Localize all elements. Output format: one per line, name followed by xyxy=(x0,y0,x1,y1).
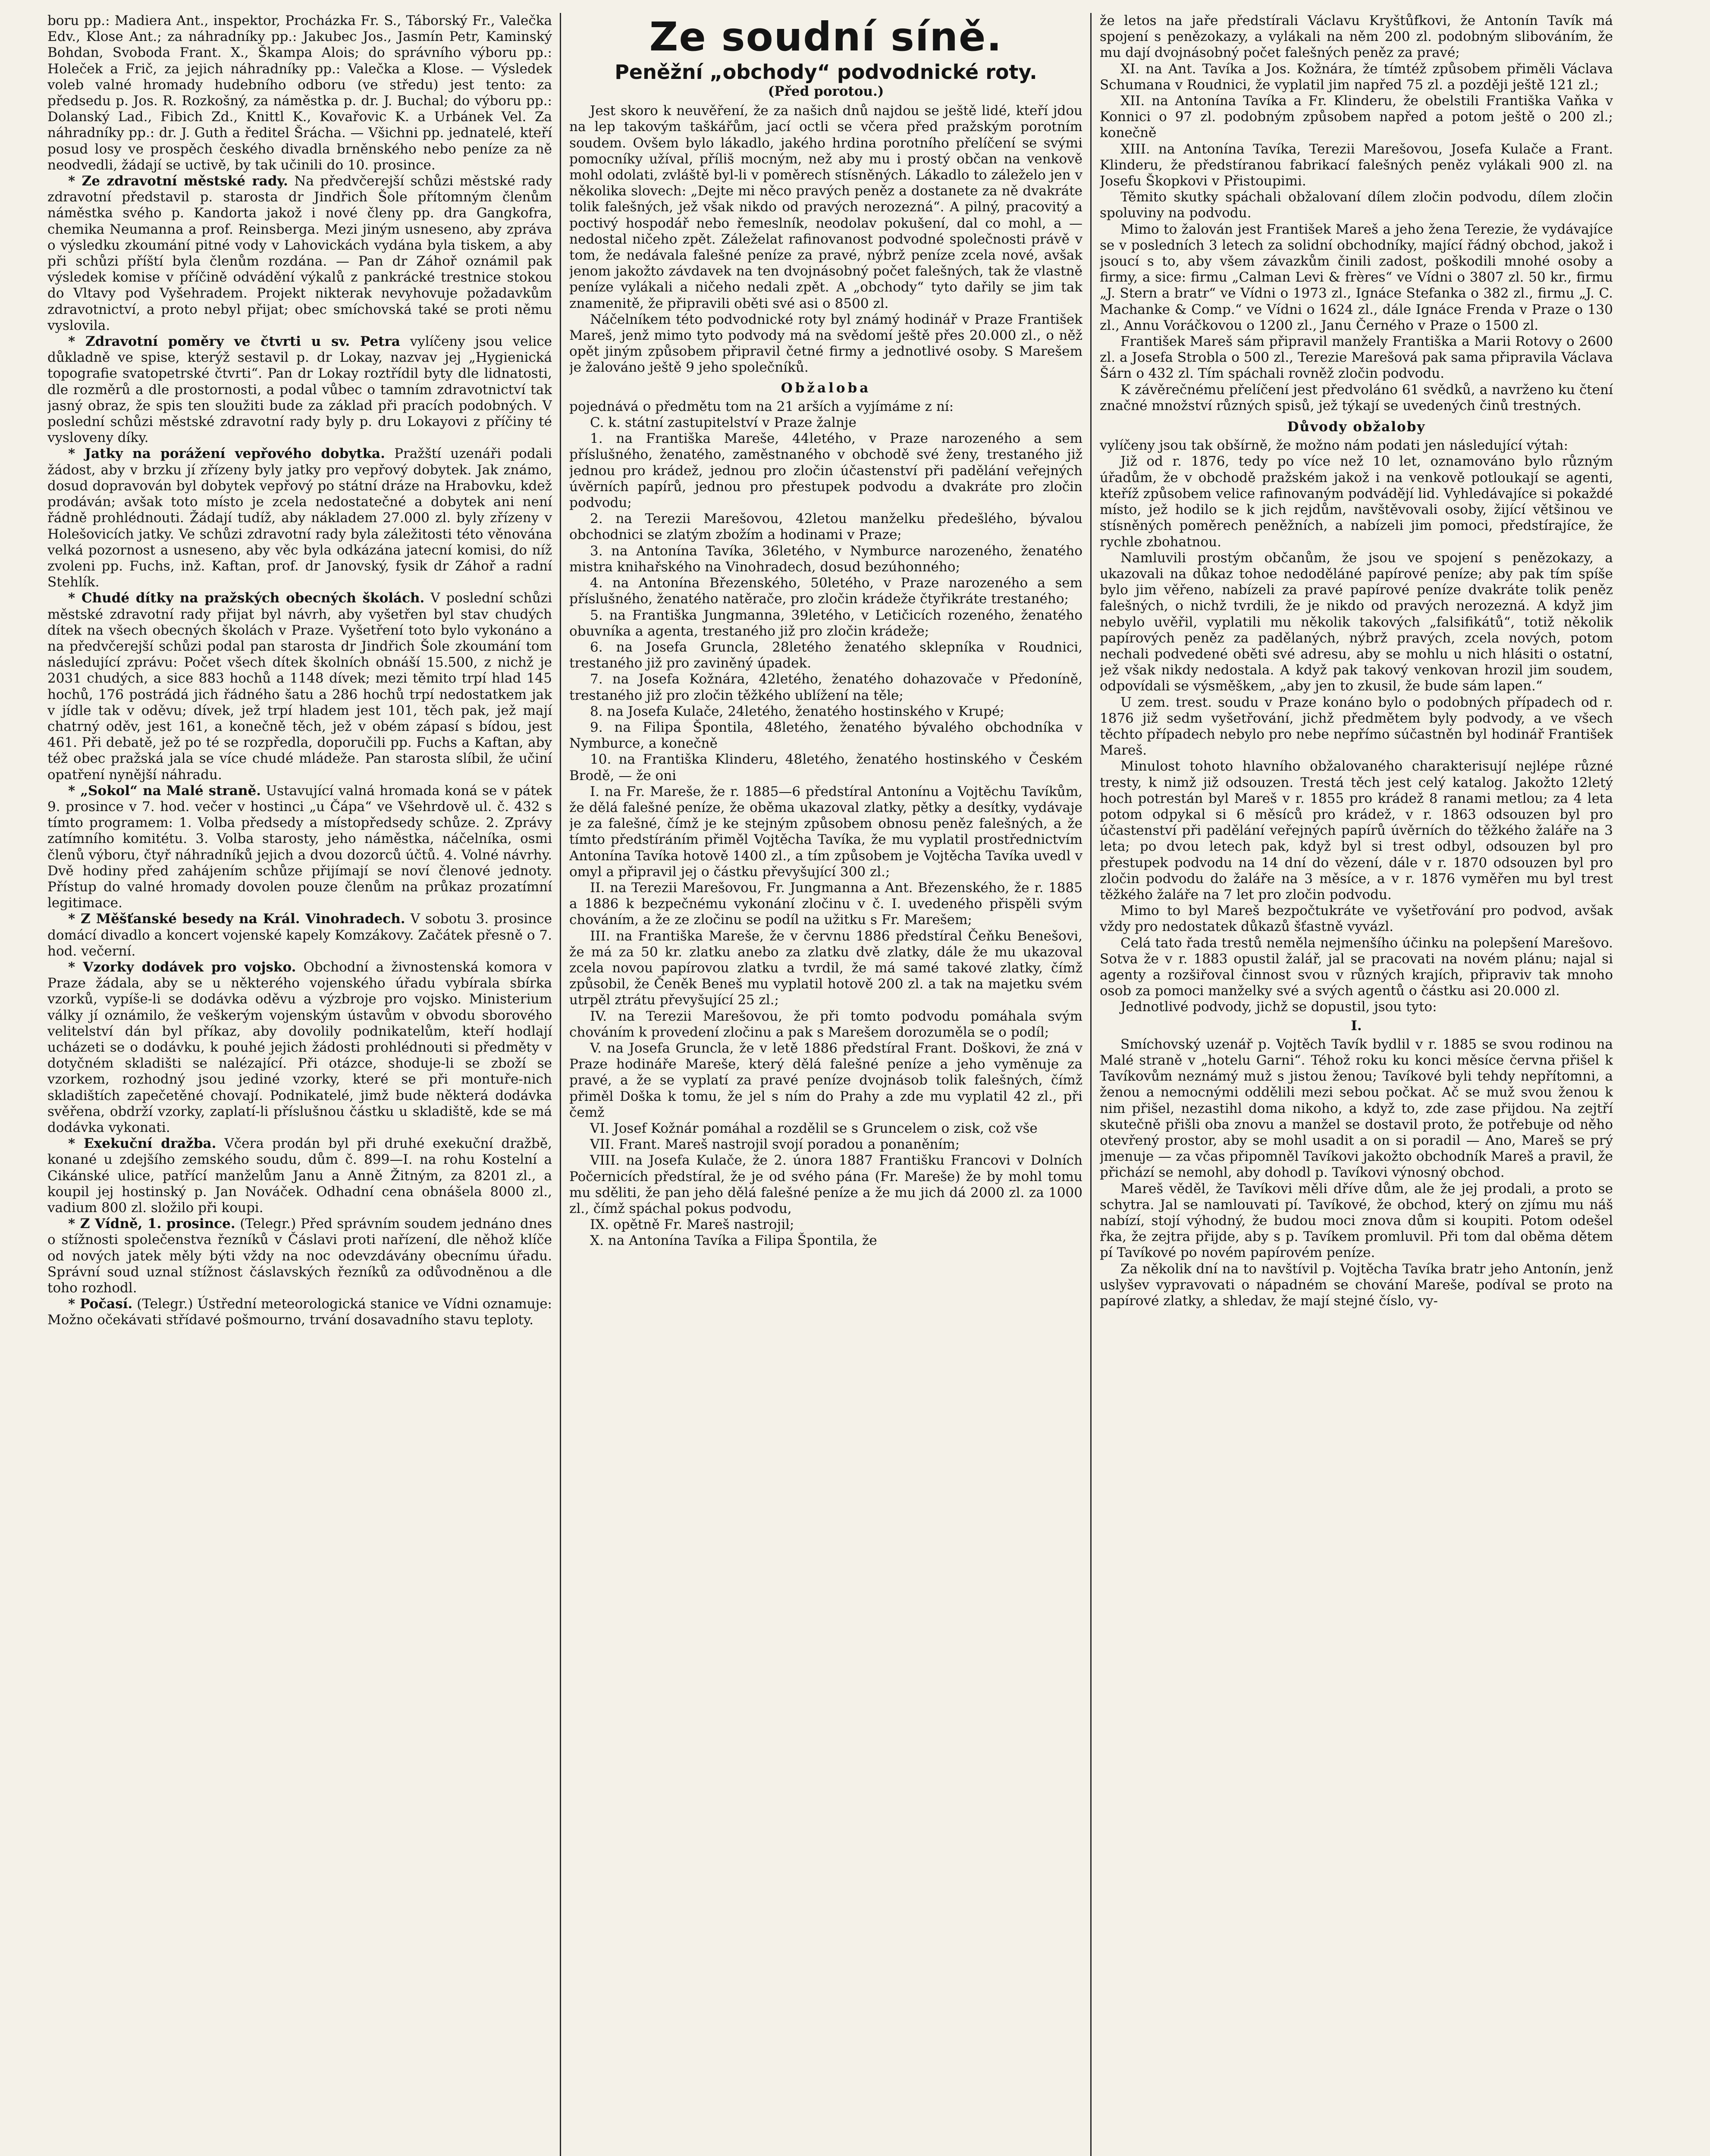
paragraph xyxy=(569,543,1082,575)
section-title: Ze soudní síně. xyxy=(649,14,1003,60)
paragraph xyxy=(569,511,1082,543)
paragraph xyxy=(47,1296,552,1328)
paragraph-text: V poslední schůzi městské zdravotní rady přijat byl návrh, aby vyšetřen byl stav chudých dítek na všech obecných školách v Praze. Vyšetření toto bylo vykonáno a na předvčerejší schůzi podal pan starosta dr Jindřich Šole zkoumání tom následující zprávu: Počet všech dítek školních obnáší 15.500, z nichž je 2031 chudých, a sice 883 hochů a 1148 dívek; mezi těmito trpí hlad 145 hochů, 176 postrádá jich řádného šatu a 286 hochů trpí nedostatkem jak v jídle tak v oděvu; dívek, jež trpí hladem jest 101, těch pak, jež mají chatrný oděv, jest 161, a konečně těch, jež v obém zápasí s bídou, jest 461. Při debatě, jež po té se rozpředla, doporučili pp. Fuchs a Kaftan, aby též obec pražská jala se více chudé mládeže. Pan starosta slíbil, že učiní opatření nynější náhradu. xyxy=(47,590,552,783)
paragraph xyxy=(569,1217,1082,1233)
indictment-text xyxy=(569,399,1082,1249)
paragraph-text: 5. na Františka Jungmanna, 39letého, v Letičicích rozeného, ženatého obuvníka a agenta, trestaného již pro zločin krádeže; xyxy=(569,607,1082,639)
news-item-heading: * Exekuční dražba. xyxy=(68,1136,216,1152)
paragraph-text: K závěrečnému přelíčení jest předvoláno 61 svědků, a navrženo ku čtení značné množství různých spisů, jež týkají se uvedených činů trestných. xyxy=(1100,382,1613,414)
paragraph-text: Smíchovský uzenář p. Vojtěch Tavík bydlil v r. 1885 se svou rodinou na Malé straně v „hotelu Garni“. Téhož roku ku konci měsíce června přišel k Tavíkovům neznámý muž s jistou ženou; Tavíkové byli tehdy nepřítomni, a ženou a nemocnými oddělili mezi sebou počkat. Ač se muž svou ženou k nim přišel, nezastihl doma nikoho, a když to, zde zase přijdou. Na zejtří skutečně přišli oba znovu a manžel se dostavil proto, že potřebuje od něho otevřený prostor, aby se mohl usadit a on si poradil — Ano, Mareš se prý jmenuje — za včas připomněl Tavíkovi jakožto obchodník Mareš a pravil, že přichází se nemohl, aby dohodl p. Tavíkovi výnosný obchod. xyxy=(1100,1036,1613,1181)
paragraph: Jest skoro k neuvěření, že za našich dnů najdou se ještě lidé, kteří jdou na lep takovým taškářům, jací octli se včera před pražským porotním soudem. Ovšem bylo lákadlo, jakého hrdina porotního přelíčení se svými pomocníky užíval, příliš mocným, než aby mu i prostý občan na venkově mohl odolati, zvláště byl-li v poměrech stísněných. Lákadlo to záleželo jen v několika slovech: „Dejte mi něco pravých peněz a dostanete za ně dvakráte tolik falešných, jež však nikdo od pravých nerozezná“. A pilný, pracovitý a poctivý hospodář nebo řemeslník, neodolav pokušení, dal co mohl, a — nedostal ničeho zpět. Záleželat rafinovanost podvodné společnosti právě v tom, že nedávala falešné peníze za pravé, nýbrž peníze zcela nové, avšak jenom jakožto závdavek na ten dvojnásobný počet falešných, tak že vlastně peníze vylákali a ničeho nedali zpět. A „obchody“ tyto dařily se jim tak znamenitě, že připravili oběti své asi o 8500 zl. xyxy=(569,103,1082,311)
paragraph xyxy=(569,928,1082,1009)
paragraph xyxy=(569,1153,1082,1217)
paragraph xyxy=(1100,222,1613,334)
paragraph xyxy=(47,173,552,334)
column-left-local-news xyxy=(47,13,552,2156)
paragraph xyxy=(1100,438,1613,454)
paragraph xyxy=(47,590,552,783)
paragraph-text: Celá tato řada trestů neměla nejmenšího účinku na polepšení Marešovo. Sotva že v r. 1883 opustil žalář, jal se pracovati na novém plánu; najal si agenty a rozšiřoval činnost svou v různých krajích, připraviv tak mnoho osob za pomoci manželky své a svých agentů o částku asi 20.000 zl. xyxy=(1100,935,1613,999)
paragraph-text: Na předvčerejší schůzi městské rady zdravotní představil p. starosta dr Jindřich Šole přítomným členům náměstka svého p. Kandorta jakož i nové členy pp. dra Gangkofra, chemika Neumanna a prof. Reinsberga. Mezi jiným usneseno, aby zpráva o výsledku zkoumání pitné vody v Lahovickách vydána byla tiskem, a aby při schůzi příští byla členům rozdána. — Pan dr Záhoř oznámil pak výsledek komise v příčině odvádění výkalů z pankrácké trestnice stokou do Vltavy pod Vyšehradem. Projekt nikterak nevyhovuje požadavkům zdravotnictví, a proto nebyl přijat; obec smíchovská také se proti němu vyslovila. xyxy=(47,173,552,333)
paragraph-text: boru pp.: Madiera Ant., inspektor, Procházka Fr. S., Táborský Fr., Valečka Edv., Klose Ant.; za náhradníky pp.: Jakubec Jos., Jasmín Petr, Kaminský Bohdan, Svoboda Frant. X., Škampa Alois; do správního výboru pp.: Holeček a Frič, za jejich náhradníky pp.: Valečka a Klose. — Výsledek voleb valné hromady hudebního odboru (ve středu) jest tento: za předsedu p. Jos. R. Rozkošný, za náměstka p. dr. J. Buchal; do výboru pp.: Dolanský Lad., Fibich Zd., Knittl K., Kovařovic K. a Urbánek Vel. Za náhradníky pp.: dr. J. Guth a ředitel Šrácha. — Všichni pp. jednatelé, kteří posud losy ve prospěch českého divadla brněnského nebo peníze za ně neodvedli, žádají se uctivě, by tak učinili do 10. prosince. xyxy=(47,13,552,173)
paragraph-text: VII. Frant. Mareš nastrojil svojí poradou a ponaněním; xyxy=(590,1137,960,1153)
paragraph-text: Mimo to byl Mareš bezpočtukráte ve vyšetřování pro podvod, avšak vždy pro nedostatek důkazů šťastně vyvázl. xyxy=(1100,903,1613,935)
paragraph-text: 6. na Josefa Gruncla, 28letého ženatého sklepníka v Roudnici, trestaného již pro zaviněný úpadek. xyxy=(569,639,1082,671)
paragraph xyxy=(1100,61,1613,93)
paragraph-text: VIII. na Josefa Kulače, že 2. února 1887 Františku Francovi v Dolních Počernicích předstíral, že je od svého pána (Fr. Mareše) že by mohl tomu mu sděliti, že pan jeho dělá falešné peníze a že mu jich dá 2000 zl. za 1000 zl., čímž spáchal pokus podvodu, xyxy=(569,1153,1082,1217)
paragraph xyxy=(569,415,1082,431)
paragraph xyxy=(569,399,1082,415)
paragraph xyxy=(569,639,1082,671)
paragraph-text: (Telegr.) Ústřední meteorologická stanice ve Vídni oznamuje: Možno očekávati střídavé pošmourno, trvání dosavadního stavu teploty. xyxy=(47,1296,552,1328)
paragraph-text: Mareš věděl, že Tavíkovi měli dříve dům, ale že jej prodali, a proto se schytra. Jal se namlouvati pí. Tavíkové, že obchod, který on zjímu mu náš nabízí, stojí výhodný, že budou moci znova dům si koupiti. Potom odešel řka, že zejtra přijde, aby s p. Tavíkem promluvil. Při tom dal oběma dětem pí Tavíkové po novém papírovém peníze. xyxy=(1100,1181,1613,1261)
paragraph xyxy=(1100,93,1613,141)
paragraph-text: Pražští uzenáři podali žádost, aby v brzku jí zřízeny byly jatky pro vepřový dobytek. Jak známo, dosud dopravován byl dobytek vepřový po státní dráze na Hrabovku, kdež prodáván; avšak toto místo je zcela nedostatečné a dobytek ani není řádně prohlédnouti. Žádají tudíž, aby nákladem 27.000 zl. byly zřízeny v Holešovicích jatky. Ve schůzi zdravotní rady byla záležitosti této věnována velká pozornost a usneseno, aby věc byla odkázána jatecní komisi, do níž zvoleni pp. Fuchs, inž. Kaftan, prof. dr Janovský, fysik dr Záhoř a radní Stehlík. xyxy=(47,446,552,590)
column-right-court-report-continued xyxy=(1100,13,1613,2156)
paragraph xyxy=(1100,141,1613,190)
indictment-heading: Obžaloba xyxy=(781,380,871,396)
column-divider xyxy=(1090,13,1092,2156)
paragraph-text: V sobotu 3. prosince domácí divadlo a koncert vojenské kapely Komzákovy. Začátek přesně o 7. hod. večerní. xyxy=(47,911,552,959)
paragraph-text: 9. na Filipa Špontila, 48letého, ženatého bývalého obchodníka v Nymburce, a konečně xyxy=(569,719,1082,752)
paragraph-text: III. na Františka Mareše, že v červnu 1886 předstíral Čeňku Benešovi, že má za 50 kr. zlatku anebo za zlatku dvě zlatky, dále že mu ukazoval zcela novou papírovou zlatku a tvrdil, že má samé takové zlatky, čímž způsobil, že Čeněk Beneš mu vyplatil hotově 200 zl. a tak na majetku svém utrpěl ztrátu převyšující 25 zl.; xyxy=(569,928,1082,1008)
paragraph-text: IV. na Terezii Marešovou, že při tomto podvodu pomáhala svým chováním k provedení zločinu a pak s Marešem dorozuměla se o podíl; xyxy=(569,1008,1082,1040)
paragraph xyxy=(1100,1181,1613,1261)
paragraph-text: Včera prodán byl při druhé exekuční dražbě, konané u zdejšího zemského soudu, dům č. 899—I. na rohu Kostelní a Cikánské ulice, patřící manželům Janu a Anně Žitným, za 8201 zl., a koupil jej hostinský p. Jan Nováček. Odhadní cena obnášela 8000 zl., vadium 800 zl. složilo při koupi. xyxy=(47,1136,552,1216)
news-item-heading: * Zdravotní poměry ve čtvrti u sv. Petra xyxy=(68,334,400,350)
column-divider xyxy=(560,13,561,2156)
paragraph-text: 4. na Antonína Březenského, 50letého, v Praze narozeného a sem příslušného, ženatého natěrače, pro zločin krádeže čtyřikráte trestaného; xyxy=(569,575,1082,607)
paragraph xyxy=(47,334,552,446)
paragraph xyxy=(1100,1037,1613,1181)
indictment-continued xyxy=(1100,13,1613,414)
paragraph xyxy=(1100,13,1613,61)
paragraph xyxy=(569,431,1082,511)
paragraph-text: Těmito skutky spáchali obžalovaní dílem zločin podvodu, dílem zločin spoluviny na podvodu. xyxy=(1100,189,1613,221)
paragraph-text: 1. na Františka Mareše, 44letého, v Praze narozeného a sem příslušného, ženatého, zaměstnaného v obchodě své ženy, trestaného již jednou pro krádež, jednou pro zločin účastenství při padělání veřejných úvěrních papírů, jednou pro přestupek podvodu a dvakráte pro zločin podvodu; xyxy=(569,431,1082,511)
indictment-reasons-heading: Důvody obžaloby xyxy=(1287,419,1426,435)
paragraph-text: IX. opětně Fr. Mareš nastrojil; xyxy=(590,1217,794,1233)
column-middle-court-report xyxy=(569,13,1082,2156)
paragraph-text: 8. na Josefa Kulače, 24letého, ženatého hostinského v Krupé; xyxy=(590,703,1004,719)
paragraph xyxy=(1100,1261,1613,1310)
paragraph-text: Minulost tohoto hlavního obžalovaného charakterisují nejlépe různé tresty, k nimž již odsouzen. Trestá těch jest celý katalog. Jakožto 12letý hoch potrestán byl Mareš v r. 1855 pro krádež 8 ranami metlou; za 4 leta potom odpykal si 6 měsíců pro krádež, v r. 1863 odsouzen byl pro účastenství při padělání veřejných papírů úvěrních do těžkého žaláře na 3 leta; po dvou letech pak, když byl si trest odbyl, odsouzen byl pro přestupek podvodu na 14 dní do vězení, dále v r. 1870 odsouzen byl pro zločin podvodu do žaláře na 3 měsíce, a v r. 1876 vyměřen mu byl trest těžkého žaláře na 7 let pro zločin podvodu. xyxy=(1100,758,1613,903)
paragraph-text: 7. na Josefa Kožnára, 42letého, ženatého dohazovače v Předoníně, trestaného již pro zločin těžkého ublížení na těle; xyxy=(569,671,1082,703)
paragraph xyxy=(569,720,1082,752)
news-item-heading: * Z Měšťanské besedy na Král. Vinohradech. xyxy=(68,911,405,927)
paragraph-text: pojednává o předmětu tom na 21 arších a vyjímáme z ní: xyxy=(569,398,954,414)
paragraph xyxy=(47,13,552,173)
paragraph xyxy=(569,1233,1082,1249)
paragraph xyxy=(569,1137,1082,1153)
paragraph-text: U zem. trest. soudu v Praze konáno bylo o podobných případech od r. 1876 již sedm vyšetřování, jichž předmětem byly podvody, a ve všech těchto případech nebylo pro nebe nepřímo súčastněn byl hodinář František Mareš. xyxy=(1100,694,1613,758)
paragraph-text: 3. na Antonína Tavíka, 36letého, v Nymburce narozeného, ženatého mistra knihařského na Vinohradech, dosud bezúhonného; xyxy=(569,543,1082,575)
paragraph-text: C. k. státní zastupitelství v Praze žalnje xyxy=(590,415,857,431)
paragraph xyxy=(1100,935,1613,1000)
paragraph xyxy=(47,1216,552,1296)
paragraph xyxy=(569,704,1082,720)
news-item-heading: * „Sokol“ na Malé straně. xyxy=(68,783,261,799)
paragraph-text: I. na Fr. Mareše, že r. 1885—6 předstíral Antonínu a Vojtěchu Tavíkům, že dělá falešné peníze, že oběma ukazoval zlatky, pětky a desítky, vydávaje je za falešné, čímž je ke stejným způsobem obnosu peněz falešných, a že tímto předstíráním přiměl Vojtěcha Tavíka, že mu vyplatil prostřednictvím Antonína Tavíka hotově 1400 zl., a tím způsobem je Vojtěcha Tavíka uvedl v omyl a připravil jej o částku převyšující 300 zl.; xyxy=(569,783,1082,880)
news-item-heading: * Ze zdravotní městské rady. xyxy=(68,173,288,189)
article-intro xyxy=(569,103,1082,376)
news-item-heading: * Počasí. xyxy=(68,1296,133,1312)
paragraph xyxy=(569,752,1082,783)
column-grid xyxy=(47,13,1680,2156)
paragraph-text: II. na Terezii Marešovou, Fr. Jungmanna a Ant. Březenského, že r. 1885 a 1886 k bezpečnému vykonání zločinu v č. I. uvedeného přispěli svým chováním, a že ze zločinu se podíl na užitku s Fr. Marešem; xyxy=(569,880,1082,928)
news-item-heading: * Chudé dítky na pražských obecných školách. xyxy=(68,590,425,606)
paragraph xyxy=(47,959,552,1136)
paragraph-text: 2. na Terezii Marešovou, 42letou manželku předešlého, bývalou obchodnici se zlatým zbožím a hodinami v Praze; xyxy=(569,511,1082,543)
paragraph xyxy=(569,1121,1082,1137)
paragraph-text: že letos na jaře předstírali Václavu Kryštůfkovi, že Antonín Tavík má spojení s penězokazy, a vylákali na něm 200 zl. podobným slibováním, že mu dají dvojnásobný počet falešných peněz za pravé; xyxy=(1100,13,1613,61)
paragraph xyxy=(47,1136,552,1216)
paragraph xyxy=(569,880,1082,928)
paragraph xyxy=(47,783,552,912)
paragraph-text: František Mareš sám připravil manžely Františka a Marii Rotovy o 2600 zl. a Josefa Strobla o 500 zl., Terezie Marešová pak sama připravila Václava Šárn o 432 zl. Tím spáchali rovněž zločin podvodu. xyxy=(1100,334,1613,382)
paragraph-text: VI. Josef Kožnár pomáhal a rozdělil se s Gruncelem o zisk, což vše xyxy=(590,1121,1038,1136)
news-item-heading: * Vzorky dodávek pro vojsko. xyxy=(68,959,296,975)
paragraph-text: vylíčeny jsou velice důkladně ve spise, kterýž sestavil p. dr Lokay, nazvav jej „Hygienická topografie svatopetrské čtvrti“. Pan dr Lokay roztřídil byty dle lidnatosti, dle rozměrů a dle prostornosti, a podal vůbec o tamním zdravotnictví tak jasný obraz, že spis ten sloužiti bude za základ při pracích podobných. V poslední schůzi městské zdravotní rady byly p. dru Lokayovi z příčiny té vysloveny díky. xyxy=(47,334,552,446)
paragraph-text: X. na Antonína Tavíka a Filipa Špontila, že xyxy=(590,1233,877,1249)
paragraph xyxy=(569,608,1082,639)
paragraph xyxy=(569,1009,1082,1040)
paragraph xyxy=(569,784,1082,880)
paragraph xyxy=(1100,695,1613,759)
paragraph: Náčelníkem této podvodnické roty byl známý hodinář v Praze František Mareš, jenž mimo tyto podvody má na svědomí ještě přes 20.000 zl., o něž opět jiným způsobem připravil četné firmy a jednotlivé osoby. S Marešem je žalováno ještě 9 jeho společníků. xyxy=(569,311,1082,376)
paragraph-text: (Telegr.) Před správním soudem jednáno dnes o stížnosti společenstva řezníků v Čáslavi proti nařízení, dle něhož klíče od nových jatek měly býti vždy na noc odevzdávány obecnímu úřadu. Správní soud uznal stížnost čáslavských řezníků za odůvodněnou a dle toho rozhodl. xyxy=(47,1216,552,1296)
paragraph xyxy=(1100,999,1613,1015)
paragraph-text: vylíčeny jsou tak obšírně, že možno nám podati jen následující výtah: xyxy=(1100,438,1569,454)
paragraph-text: 10. na Františka Klinderu, 48letého, ženatého hostinského v Českém Brodě, — že oni xyxy=(569,752,1082,783)
paragraph xyxy=(569,671,1082,703)
paragraph-text: Jednotlivé podvody, jichž se dopustil, jsou tyto: xyxy=(1120,999,1437,1015)
paragraph-text: Namluvili prostým občanům, že jsou ve spojení s penězokazy, a ukazovali na důkaz tohoe nedoděláné papírové peníze; aby pak tím spíše bylo jim věřeno, nabízeli za pravé papírové peníze dvakráte tolik peněz falešných, o nichž tvrdili, že je nikdo od pravých nerozezná. A když jim nebylo uvěřil, vyplatili mu několik takových „falsifikátů“, totiž několik papírových peněz za padělaných, nýbrž pravých, zcela nových, potom nechali podvedené oběti své adresu, aby se mohlu u nich hlásiti o ostatní, jež však nikdy nedostala. A když pak takový venkovan hrozil jim soudem, odpovídali se výsměškem, „aby jen to zkusil, že bude sám lapen.“ xyxy=(1100,550,1613,694)
indictment-reasons-text xyxy=(1100,438,1613,1015)
paragraph-text: Obchodní a živnostenská komora v Praze žádala, aby se u některého vojenského úřadu vybírala sbírka vzorků, vypíše-li se dodávka oděvu a výzbroje pro vojsko. Ministerium války jí oznámilo, že veškerým vojenským ústavům v obvodu sborového velitelství dán byl příkaz, aby dovolily podnikatelům, kteří hodlají ucházeti se o dodávku, k pouhé jejich žádosti prohlédnouti si předměty v dotyčném skladišti se nalézající. Při otázce, shoduje-li se zboží se vzorkem, rozhodný jsou jediné vzorky, které se při montuře-nich skladištích zapečetěné chovají. Podnikatelé, jimž bude některá dodávka svěřena, obdrží vzorky, zaplatí-li příslušnou částku u skladiště, kde se má dodávka vykonati. xyxy=(47,959,552,1136)
paragraph xyxy=(1100,454,1613,550)
article-subheadline: (Před porotou.) xyxy=(768,84,884,99)
paragraph xyxy=(1100,189,1613,221)
paragraph-text: XI. na Ant. Tavíka a Jos. Kožnára, že tímtéž způsobem přiměli Václava Schumana v Roudnici, že vyplatil jim napřed 75 zl. a později ještě 121 zl.; xyxy=(1100,61,1613,93)
news-item-heading: * Jatky na porážení vepřového dobytka. xyxy=(68,446,385,462)
paragraph-text: Již od r. 1876, tedy po více než 10 let, oznamováno bylo různým úřadům, že v obchodě pražském jakož i na venkově potloukají se agenti, kteříž způsobem velice rafinovaným podvádějí lid. Vyhledávajíce si pokaždé místo, jež hodilo se k jich rejdům, navštěvovali osoby, žijící většinou ve stísněných poměrech peněžních, a nabízeli jim pomoci, předstírajíce, že rychle zbohatnou. xyxy=(1100,454,1613,550)
paragraph-text: V. na Josefa Gruncla, že v letě 1886 předstíral Frant. Doškovi, že zná v Praze hodináře Mareše, který dělá falešné peníze a jeho vyměnuje za pravé, a že se vyplatí za pravé peníze dvojnásob tolik falešných, čímž přiměl Doška k tomu, že jel s ním do Prahy a zde mu vyplatil 42 zl., při čemž xyxy=(569,1040,1082,1120)
paragraph-text: Za několik dní na to navštívil p. Vojtěcha Tavíka bratr jeho Antonín, jenž uslyšev vypravovati o nápadném se chování Mareše, podíval se proto na papírové zlatky, a shledav, že mají stejné číslo, vy- xyxy=(1100,1261,1613,1309)
paragraph xyxy=(1100,550,1613,695)
paragraph xyxy=(1100,758,1613,903)
paragraph xyxy=(1100,382,1613,414)
paragraph xyxy=(1100,903,1613,935)
paragraph xyxy=(47,911,552,959)
paragraph-text: Mimo to žalován jest František Mareš a jeho žena Terezie, že vydávajíce se v posledních 3 letech za solidní obchodníky, mající řádný obchod, jakož i jsoucí s to, aby všem závazkům činili zadost, poškodili mnohé osoby a firmy, a sice: firmu „Calman Levi & frères“ ve Vídni o 3807 zl. 50 kr., firmu „J. Stern a bratr“ ve Vídni o 1973 zl., Ignáce Stefanka o 382 zl., firmu „J. C. Machanke & Comp.“ ve Vídni o 1624 zl., dále Ignáce Frenda v Praze o 130 zl., Annu Voráčkovou o 1200 zl., Janu Černého v Praze o 1500 zl. xyxy=(1100,221,1613,333)
paragraph xyxy=(47,446,552,590)
article-headline: Peněžní „obchody“ podvodnické roty. xyxy=(615,60,1037,84)
paragraph-text: Ustavující valná hromada koná se v pátek 9. prosince v 7. hod. večer v hostinci „u Čápa“ ve Všehrdově ul. č. 432 s tímto programem: 1. Volba předsedy a místopředsedy schůze. 2. Zprávy zatímního komitétu. 3. Volba starosty, jeho náměstka, náčelníka, osmi členů výboru, čtyř náhradníků jejich a dvou dozorců účtů. 4. Volné návrhy. Dvě hodiny před zahájením schůze přijímají se noví členové jednoty. Přístup do valné hromady dovolen pouze členům na průkaz prozatímní legitimace. xyxy=(47,783,552,911)
paragraph-text: XII. na Antonína Tavíka a Fr. Klinderu, že obelstili Františka Vaňka v Konnici o 97 zl. podobným způsobem napřed a potom ještě o 200 zl.; konečně xyxy=(1100,93,1613,141)
paragraph-text: XIII. na Antonína Tavíka, Terezii Marešovou, Josefa Kulače a Frant. Klinderu, že předstíranou fabrikací falešných peněz vylákali 900 zl. na Josefu Škopkovi v Přistoupimi. xyxy=(1100,141,1613,189)
case-number: I. xyxy=(1351,1018,1362,1034)
news-item-heading: * Z Vídně, 1. prosince. xyxy=(68,1216,235,1232)
paragraph xyxy=(1100,334,1613,382)
paragraph xyxy=(569,575,1082,607)
paragraph xyxy=(569,1040,1082,1121)
case-narrative xyxy=(1100,1037,1613,1309)
